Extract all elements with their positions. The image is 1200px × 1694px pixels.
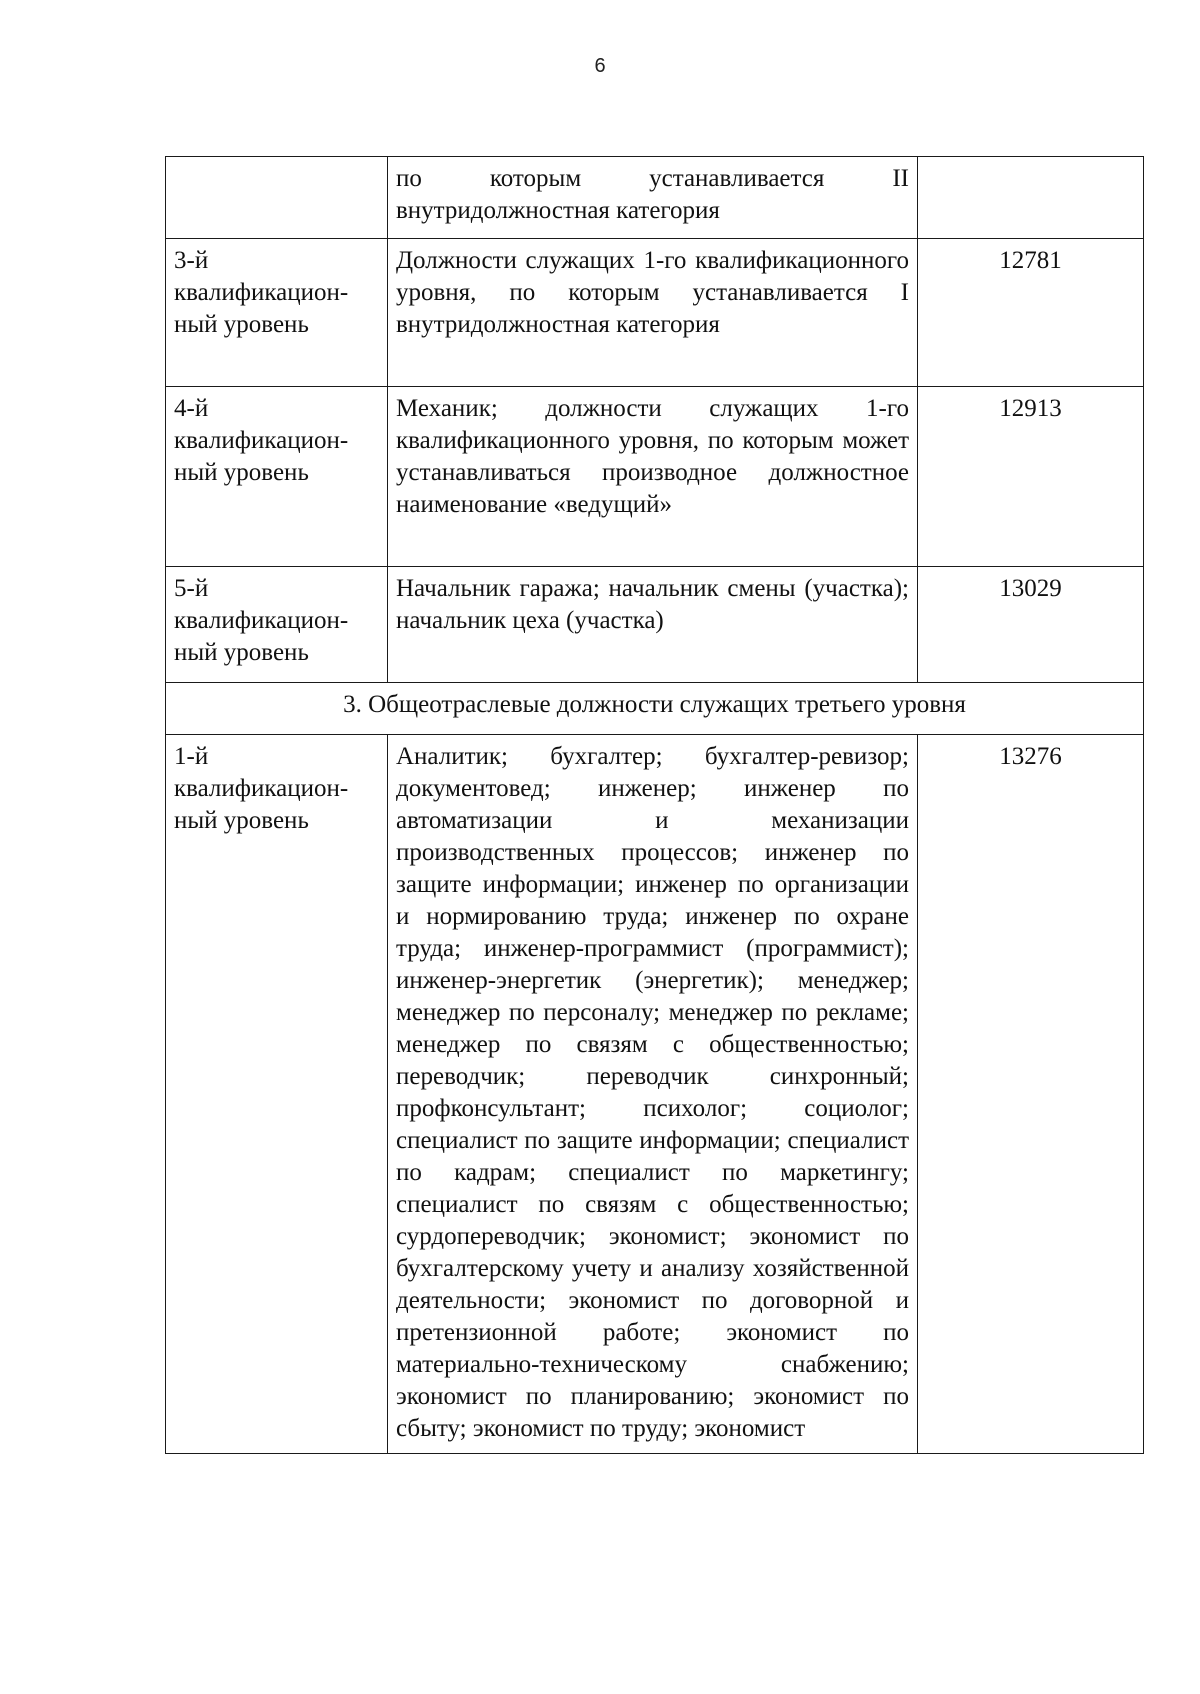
qualification-level-cell: [166, 157, 388, 239]
table-row: [166, 157, 1144, 239]
table-row: [166, 387, 1144, 567]
table-row: [166, 239, 1144, 387]
section-header: 3. Общеотраслевые должности служащих третьего уровня: [166, 683, 1144, 735]
positions-cell: Должности служащих 1-го квалификационного уровня, по которым устанавливается I внутридолжностная категория: [388, 239, 918, 387]
salary-code-cell: 12913: [918, 387, 1144, 567]
positions-cell: Механик; должности служащих 1-го квалификационного уровня, по которым может устанавливаться производное должностное наименование «ведущий»: [388, 387, 918, 567]
salary-code-cell: 13029: [918, 567, 1144, 683]
qualification-table: [165, 156, 1144, 1454]
positions-cell: по которым устанавливается II внутридолжностная категория: [388, 157, 918, 239]
qualification-level-cell: 5-й квалификацион- ный уровень: [166, 567, 388, 683]
positions-cell: Начальник гаража; начальник смены (участка); начальник цеха (участка): [388, 567, 918, 683]
salary-code-cell: [918, 157, 1144, 239]
page-number: 6: [594, 55, 606, 77]
table-row: [166, 735, 1144, 1454]
table-row: [166, 567, 1144, 683]
qualification-level-cell: 1-й квалификацион- ный уровень: [166, 735, 388, 1454]
salary-code-cell: 13276: [918, 735, 1144, 1454]
salary-code-cell: 12781: [918, 239, 1144, 387]
section-header-row: [166, 683, 1144, 735]
qualification-level-cell: 4-й квалификацион- ный уровень: [166, 387, 388, 567]
positions-cell: Аналитик; бухгалтер; бухгалтер-ревизор; документовед; инженер; инженер по автоматизации и механизации производственных процессов; инженер по защите информации; инженер по организации и нормированию труда; инженер по охране труда; инженер-программист (программист); инженер-энергетик (энергетик); менеджер; менеджер по персоналу; менеджер по рекламе; менеджер по связям с общественностью; переводчик; переводчик синхронный; профконсультант; психолог; социолог; специалист по защите информации; специалист по кадрам; специалист по маркетингу; специалист по связям с общественностью; сурдопереводчик; экономист; экономист по бухгалтерскому учету и анализу хозяйственной деятельности; экономист по договорной и претензионной работе; экономист по материально-техническому снабжению; экономист по планированию; экономист по сбыту; экономист по труду; экономист: [388, 735, 918, 1454]
qualification-level-cell: 3-й квалификацион- ный уровень: [166, 239, 388, 387]
